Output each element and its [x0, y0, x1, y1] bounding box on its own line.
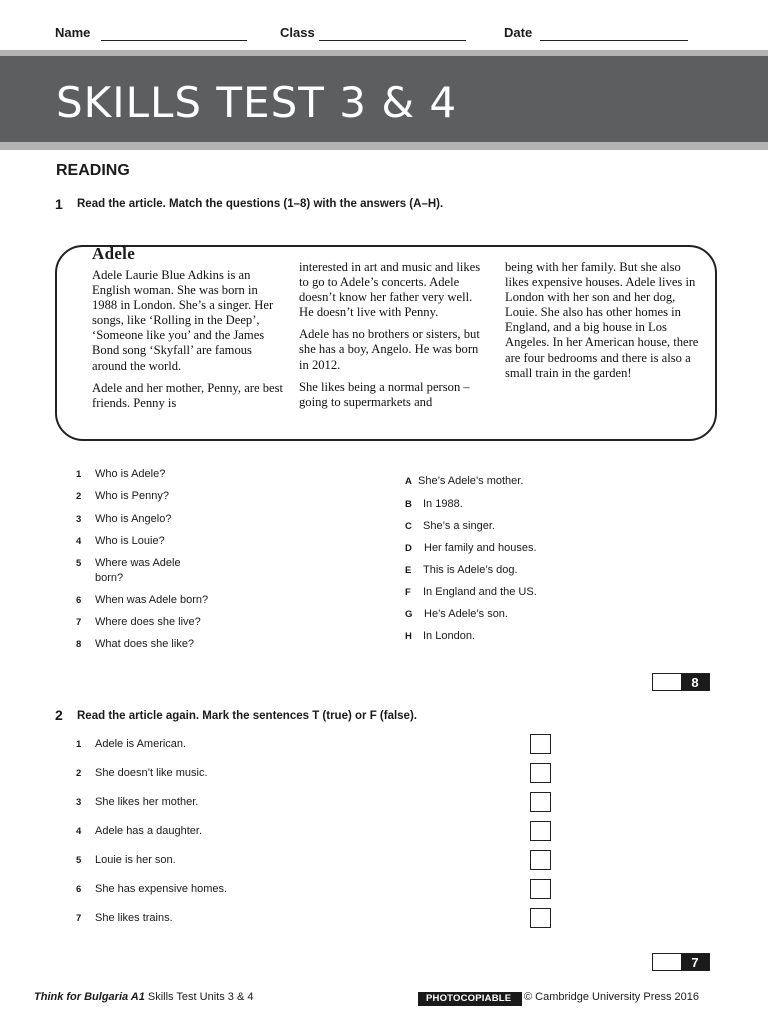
article-column-3: [505, 260, 701, 388]
answer-letter: E: [405, 565, 412, 576]
answer-letter: C: [405, 521, 412, 532]
banner-bottom-stripe: [0, 142, 768, 150]
sentence-number: 7: [76, 913, 82, 924]
sentence-number: 1: [76, 739, 82, 750]
exercise-1-instruction: Read the article. Match the questions (1–8) with the answers (A–H).: [77, 198, 444, 210]
article-paragraph: Adele and her mother, Penny, are best friends. Penny is: [92, 380, 284, 410]
question-number: 6: [76, 595, 82, 606]
answer-text: In England and the US.: [423, 586, 537, 598]
sentence-text: She has expensive homes.: [95, 883, 228, 895]
name-field[interactable]: [101, 40, 247, 41]
article-paragraph: Adele Laurie Blue Adkins is an English woman. She was born in 1988 in London. She’s a singer. Her songs, like ‘Rolling in the Deep’, ‘Someone like you’ and the James Bond song ‘Skyfall’ are famous around the world.: [92, 268, 274, 373]
answer-letter: F: [405, 587, 411, 598]
exercise-2-number: 2: [55, 707, 63, 723]
class-label: Class: [280, 25, 315, 40]
max-score: 8: [681, 674, 709, 690]
date-label: Date: [504, 25, 533, 40]
sentence-text: She likes her mother.: [95, 796, 199, 808]
question-text: Who is Penny?: [95, 490, 169, 502]
answer-letter: G: [405, 609, 413, 620]
sentence-number: 6: [76, 884, 82, 895]
max-score: 7: [681, 954, 709, 970]
answer-text: He’s Adele’s son.: [424, 608, 508, 620]
question-text: Who is Adele?: [95, 468, 166, 480]
sentence-number: 2: [76, 768, 82, 779]
sentence-text: She doesn’t like music.: [95, 767, 208, 779]
answer-letter: D: [405, 543, 412, 554]
answer-text: In 1988.: [423, 498, 463, 510]
answer-checkbox[interactable]: [530, 763, 551, 783]
sentence-text: Adele has a daughter.: [95, 825, 203, 837]
sentence-number: 5: [76, 855, 82, 866]
answer-text: This is Adele’s dog.: [423, 564, 518, 576]
score-entry-field[interactable]: [653, 954, 681, 970]
page-title: SKILLS TEST 3 & 4: [56, 78, 458, 127]
answer-checkbox[interactable]: [530, 792, 551, 812]
question-number: 3: [76, 514, 82, 525]
article-paragraph: She likes being a normal person – going to supermarkets and: [299, 379, 470, 409]
question-text: What does she like?: [95, 638, 195, 650]
exercise-1-number: 1: [55, 196, 63, 212]
sentence-number: 4: [76, 826, 82, 837]
sentence-text: She likes trains.: [95, 912, 173, 924]
name-label: Name: [55, 25, 91, 40]
article-column-2: [299, 260, 485, 417]
photocopiable-badge: PHOTOCOPIABLE: [418, 992, 522, 1006]
answer-text: In London.: [423, 630, 475, 642]
article-column-1: [92, 268, 286, 418]
question-number: 5: [76, 558, 82, 569]
answer-letter: A: [405, 476, 412, 487]
class-field[interactable]: [319, 40, 466, 41]
question-text: Where was Adele born?: [95, 557, 181, 584]
answer-checkbox[interactable]: [530, 734, 551, 754]
answer-checkbox[interactable]: [530, 908, 551, 928]
exercise-2-instruction: Read the article again. Mark the sentences T (true) or F (false).: [77, 710, 417, 722]
question-text: Who is Angelo?: [95, 513, 172, 525]
date-field[interactable]: [540, 40, 688, 41]
answer-checkbox[interactable]: [530, 850, 551, 870]
footer-book-title: [34, 991, 253, 1003]
answer-text: Her family and houses.: [424, 542, 537, 554]
exercise-1-score-box: [652, 673, 710, 691]
sentence-text: Adele is American.: [95, 738, 187, 750]
article-paragraph: interested in art and music and likes to go to Adele’s concerts. Adele doesn’t know her father very well. He doesn’t live with Penny.: [299, 260, 481, 320]
article-title: Adele: [92, 244, 136, 263]
sentence-text: Louie is her son.: [95, 854, 176, 866]
book-name: Think for Bulgaria A1: [34, 991, 145, 1003]
answer-letter: H: [405, 631, 412, 642]
question-text: Who is Louie?: [95, 535, 165, 547]
answer-text: She’s Adele’s mother.: [418, 475, 524, 487]
question-text: Where does she live?: [95, 616, 201, 628]
answer-checkbox[interactable]: [530, 879, 551, 899]
question-number: 4: [76, 536, 82, 547]
question-text: When was Adele born?: [95, 594, 209, 606]
question-number: 1: [76, 469, 82, 480]
question-number: 2: [76, 491, 82, 502]
article-paragraph: being with her family. But she also likes expensive houses. Adele lives in London with her son and her dog, Louie. She also has other homes in England, and a big house in Los Angeles. In her American house, there are four bedrooms and there is also a small train in the garden!: [505, 260, 699, 380]
exercise-2-score-box: [652, 953, 710, 971]
sentence-number: 3: [76, 797, 82, 808]
section-title: READING: [56, 162, 130, 179]
question-number: 7: [76, 617, 82, 628]
answer-checkbox[interactable]: [530, 821, 551, 841]
answer-letter: B: [405, 499, 412, 510]
copyright: © Cambridge University Press 2016: [524, 991, 700, 1003]
unit-name: Skills Test Units 3 & 4: [147, 991, 254, 1003]
question-number: 8: [76, 639, 82, 650]
answer-text: She’s a singer.: [423, 520, 495, 532]
score-entry-field[interactable]: [653, 674, 681, 690]
article-paragraph: Adele has no brothers or sisters, but she has a boy, Angelo. He was born in 2012.: [299, 327, 480, 372]
